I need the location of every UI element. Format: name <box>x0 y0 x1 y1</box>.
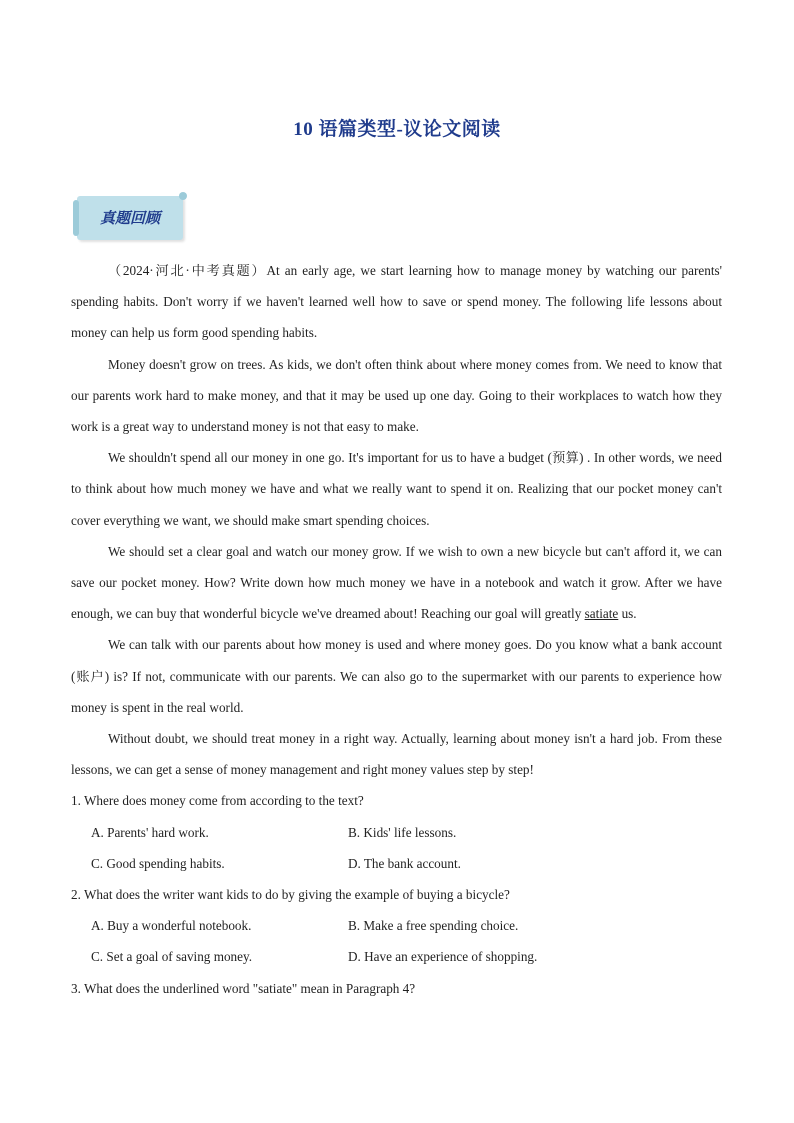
option-a: A. Buy a wonderful notebook. <box>91 918 252 934</box>
underlined-word: satiate <box>584 606 619 622</box>
option-a: A. Parents' hard work. <box>91 824 209 840</box>
question-1-options-row-1 <box>71 817 722 848</box>
question-1: 1. Where does money come from according to the text? <box>71 793 364 809</box>
paragraph-6: Without doubt, we should treat money in a right way. Actually, learning about money isn't a hard job. From these lessons, we can get a sense of money management and right money values step by step! <box>71 731 722 778</box>
question-1-options-row-2 <box>71 848 722 879</box>
question-2: 2. What does the writer want kids to do by giving the example of buying a bicycle? <box>71 887 510 903</box>
question-2-options-row-2 <box>71 941 722 972</box>
paragraph-2: Money doesn't grow on trees. As kids, we don't often think about where money comes from. We need to know that our parents work hard to make money, and that it may be used up one day. Going to their workplaces to watch how they work is a great way to understand money is not that easy to make. <box>71 356 722 435</box>
option-c: C. Good spending habits. <box>91 855 225 871</box>
paragraph-5: We can talk with our parents about how money is used and where money goes. Do you know what a bank account (账户) is? If not, communicate with our parents. We can also go to the supermarket with our parents to experience how money is spent in the real world. <box>71 637 722 715</box>
paragraph-3: We shouldn't spend all our money in one go. It's important for us to have a budget (预算) . In other words, we need to think about how much money we have and what we really want to spend it on. Realizing that our pocket money can't cover everything we want, we should make smart spending choices. <box>71 450 722 528</box>
section-badge <box>77 196 183 240</box>
paragraph-4: We should set a clear goal and watch our money grow. If we wish to own a new bicycle but can't afford it, we can save our pocket money. How? Write down how much money we have in a notebook and watch it grow. After we have enough, we can buy that wonderful bicycle we've dreamed about! Reaching our goal will greatly satiate us. <box>71 543 722 622</box>
option-d: D. Have an experience of shopping. <box>348 949 538 965</box>
source-tag: （2024·河北·中考真题） <box>107 263 267 278</box>
option-c: C. Set a goal of saving money. <box>91 949 253 965</box>
option-d: D. The bank account. <box>348 855 461 871</box>
passage-content <box>71 255 722 1004</box>
question-3: 3. What does the underlined word "satiate" mean in Paragraph 4? <box>71 980 416 996</box>
question-2-options-row-1 <box>71 910 722 941</box>
option-b: B. Make a free spending choice. <box>348 918 519 934</box>
option-b: B. Kids' life lessons. <box>348 824 457 840</box>
paragraph-1: （2024·河北·中考真题）At an early age, we start learning how to manage money by watching our parents' spending habits. Don't worry if we haven't learned well how to save or spend money. The following life lessons about money can help us form good spending habits. <box>71 263 722 341</box>
section-badge-label: 真题回顾 <box>99 209 160 227</box>
page-title: 10 语篇类型-议论文阅读 <box>293 119 501 140</box>
